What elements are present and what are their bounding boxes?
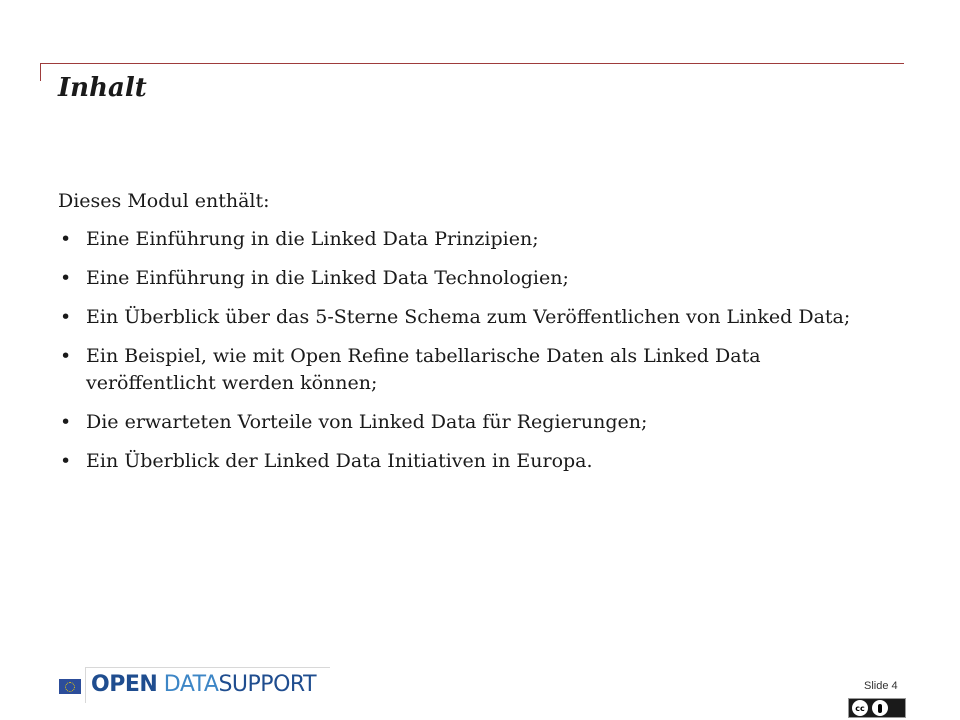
bullet-icon: • xyxy=(60,267,72,289)
list-item-text: Eine Einführung in die Linked Data Prinzipien; xyxy=(86,228,539,250)
title-rule-corner xyxy=(40,63,41,81)
bullet-icon: • xyxy=(60,345,72,367)
list-item xyxy=(58,343,888,397)
logo-open: OPEN xyxy=(91,672,158,697)
bullet-icon: • xyxy=(60,228,72,250)
slide-content xyxy=(58,188,888,487)
bullet-icon: • xyxy=(60,450,72,472)
list-item-text: Ein Überblick über das 5-Sterne Schema zum Veröffentlichen von Linked Data; xyxy=(86,306,851,328)
list-item-text: Die erwarteten Vorteile von Linked Data für Regierungen; xyxy=(86,411,648,433)
list-item-text: Ein Überblick der Linked Data Initiativen in Europa. xyxy=(86,450,593,472)
bullet-icon: • xyxy=(60,306,72,328)
cc-by-icon xyxy=(848,698,906,718)
logo-rule-corner xyxy=(85,667,86,703)
bullet-list xyxy=(58,226,888,475)
open-data-support-logo xyxy=(55,665,330,705)
bullet-icon: • xyxy=(60,411,72,433)
by-person-icon xyxy=(872,700,888,716)
person-glyph xyxy=(878,704,882,713)
logo-data: DATA xyxy=(163,672,219,697)
list-item xyxy=(58,265,888,292)
logo-text xyxy=(91,672,316,697)
slide-title: Inhalt xyxy=(58,73,147,103)
list-item-text: Eine Einführung in die Linked Data Technologien; xyxy=(86,267,569,289)
eu-flag-icon xyxy=(59,679,81,694)
list-item xyxy=(58,304,888,331)
logo-rule xyxy=(85,667,330,668)
list-item xyxy=(58,226,888,253)
list-item xyxy=(58,409,888,436)
list-item-text: Ein Beispiel, wie mit Open Refine tabellarische Daten als Linked Data veröffentlicht werden können; xyxy=(86,345,761,394)
title-rule xyxy=(40,63,904,64)
logo-support: SUPPORT xyxy=(218,672,317,697)
cc-icon: cc xyxy=(852,700,868,716)
intro-text: Dieses Modul enthält: xyxy=(58,190,270,212)
list-item xyxy=(58,448,888,475)
slide-number: Slide 4 xyxy=(864,680,898,692)
